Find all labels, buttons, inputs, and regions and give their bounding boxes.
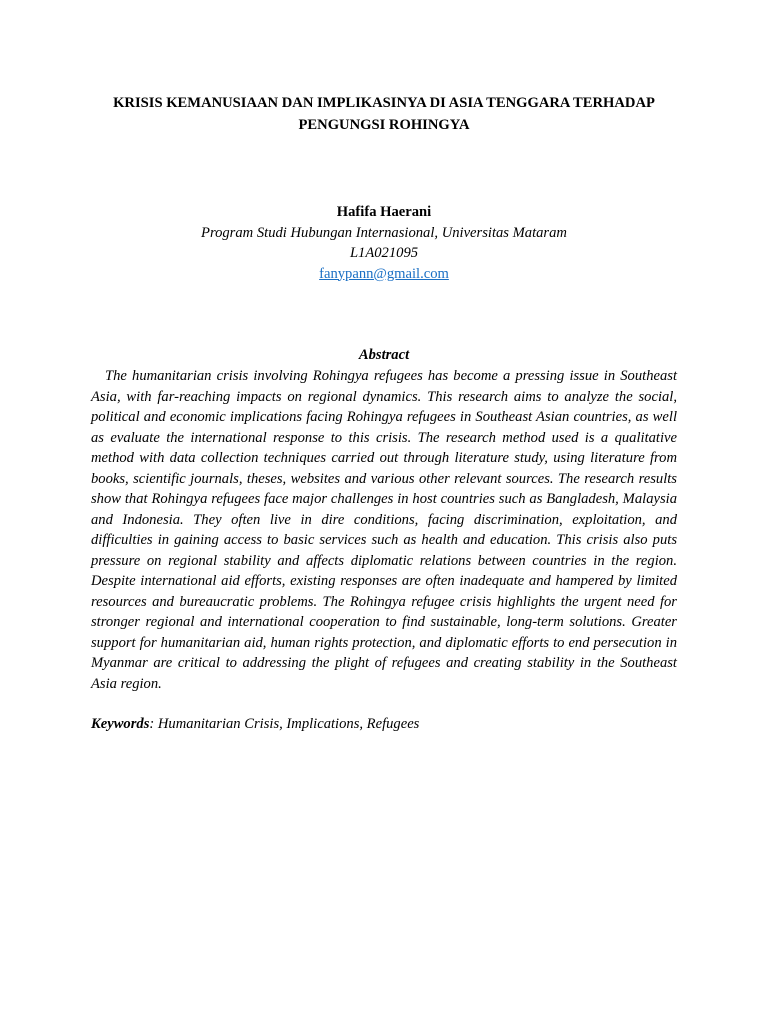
paper-title-line-2: PENGUNGSI ROHINGYA [298, 117, 470, 133]
author-student-id: L1A021095 [349, 245, 419, 261]
paper-title-line-1: KRISIS KEMANUSIAAN DAN IMPLIKASINYA DI ASIA TENGGARA TERHADAP [113, 95, 655, 111]
author-email-link[interactable]: fanypann@gmail.com [319, 265, 449, 282]
keywords-line [91, 714, 677, 735]
author-name: Hafifa Haerani [336, 204, 432, 220]
author-affiliation: Program Studi Hubungan Internasional, Universitas Mataram [201, 224, 567, 241]
keywords-label: Keywords [91, 716, 150, 732]
keywords-separator: : [149, 716, 158, 732]
document-page [91, 0, 677, 1024]
keywords-value: Humanitarian Crisis, Implications, Refugees [157, 716, 420, 732]
abstract-heading: Abstract [358, 347, 410, 363]
paper-title [81, 92, 687, 136]
abstract-text: The humanitarian crisis involving Rohingya refugees has become a pressing issue in Southeast Asia, with far-reaching impacts on regional dynamics. This research aims to analyze the social, political and economic implications facing Rohingya refugees in Southeast Asian countries, as well as evaluate the international response to this crisis. The research method used is a qualitative method with data collection techniques carried out through literature study, using literature from books, scientific journals, theses, websites and various other relevant sources. The research results show that Rohingya refugees face major challenges in host countries such as Bangladesh, Malaysia and Indonesia. They often live in dire conditions, facing discrimination, exploitation, and difficulties in gaining access to basic services such as health and education. This crisis also puts pressure on regional stability and affects diplomatic relations between countries in the region. Despite international aid efforts, existing responses are often inadequate and hampered by limited resources and bureaucratic problems. The Rohingya refugee crisis highlights the urgent need for stronger regional and international cooperation to find sustainable, long-term solutions. Greater support for humanitarian aid, human rights protection, and diplomatic efforts to end persecution in Myanmar are critical to addressing the plight of refugees and creating stability in the Southeast Asia region. [91, 368, 677, 692]
author-block [91, 202, 677, 284]
